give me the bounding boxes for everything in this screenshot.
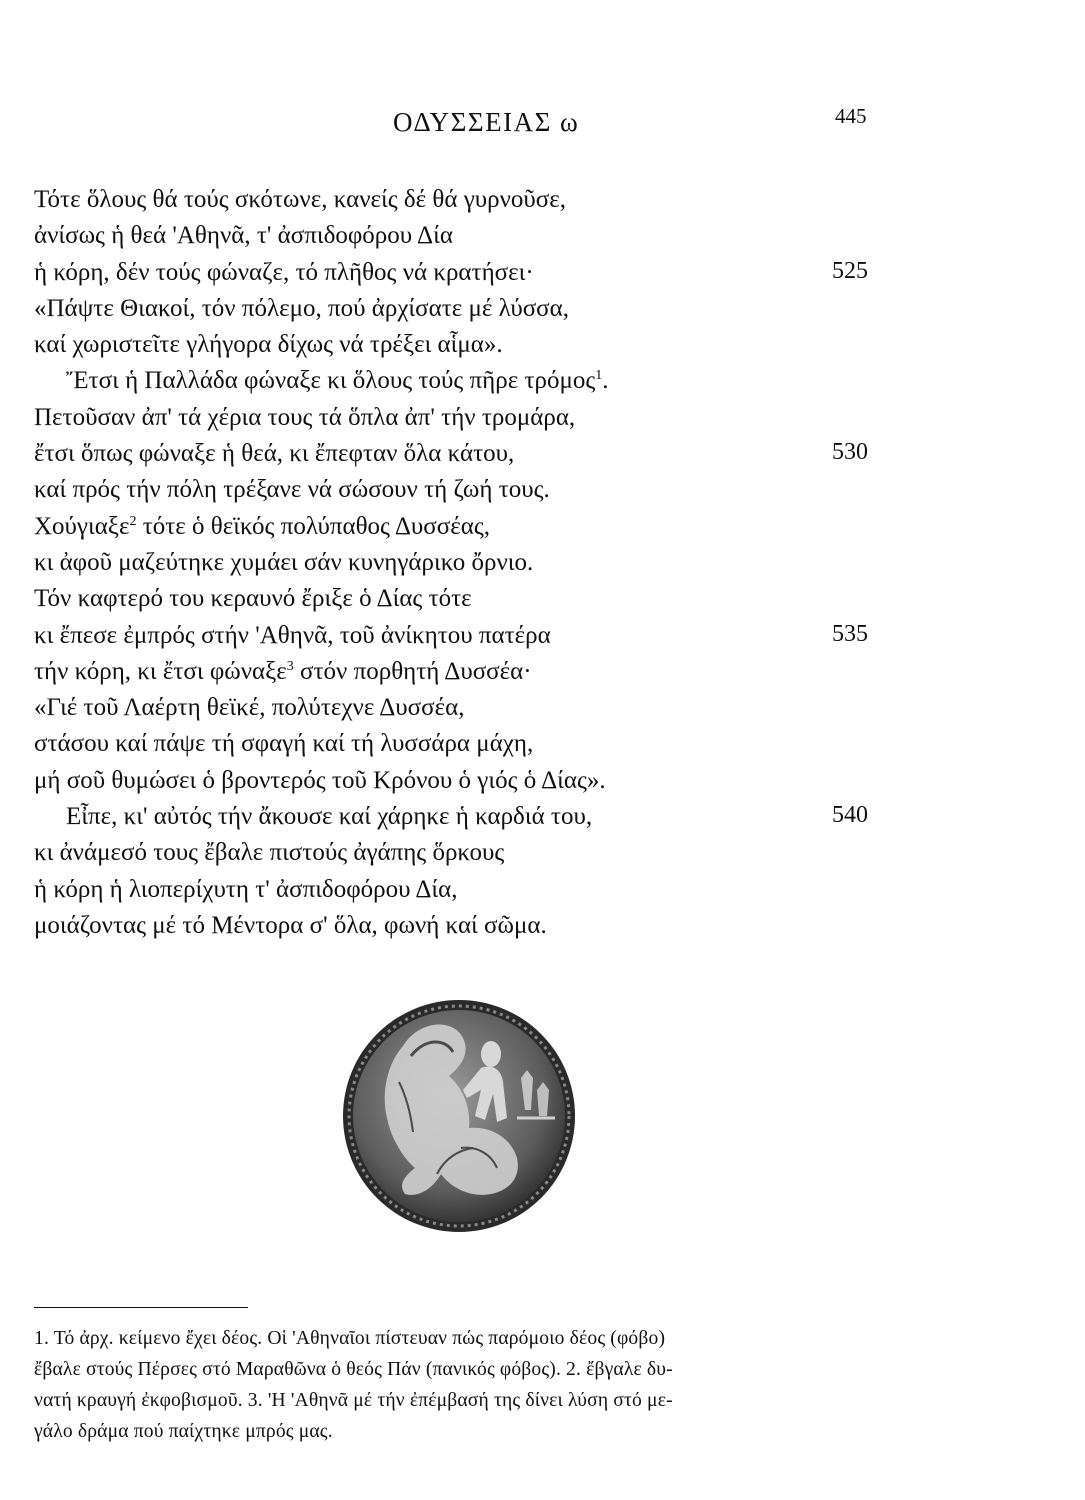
poem-line-text <box>34 331 503 358</box>
verse-line-number: 535 <box>832 620 868 647</box>
poem-line-main: κι ἀνάμεσό τους ἔβαλε πιστούς ἀγάπης ὅρκους <box>34 839 505 867</box>
poem-line-main: Τότε ὅλους θά τούς σκότωνε, κανείς δέ θά γυρνοῦσε, <box>34 186 567 213</box>
footnote-line: ἔβαλε στούς Πέρσες στό Μαραθῶνα ὁ θεός Πάν (πανικός φόβος). 2. ἔβγαλε δυ- <box>34 1359 673 1380</box>
poem-line-main: μή σοῦ θυμώσει ὁ βροντερός τοῦ Κρόνου ὁ γιός ὁ Δίας». <box>34 766 606 794</box>
poem-line <box>34 472 1044 508</box>
poem-line-main: Πετοῦσαν ἀπ' τά χέρια τους τά ὅπλα ἀπ' τήν τρομάρα, <box>34 403 576 431</box>
poem <box>34 182 1044 944</box>
poem-line-main: ἡ κόρη, δέν τούς φώναζε, τό πλῆθος νά κρατήσει· <box>34 258 534 286</box>
footnote-marker: 3 <box>286 658 294 674</box>
running-title: ΟΔΥΣΣΕΙΑΣ ω <box>393 107 580 137</box>
poem-line-text <box>34 295 569 322</box>
verse-line-number: 540 <box>832 802 868 829</box>
poem-line <box>34 726 1044 762</box>
poem-line-text <box>34 549 533 576</box>
poem-line <box>34 799 1044 835</box>
poem-line-main: «Γιέ τοῦ Λαέρτη θεϊκέ, πολύτεχνε Δυσσέα, <box>34 694 465 722</box>
poem-line-text <box>34 912 547 939</box>
poem-line-main: «Πάψτε Θιακοί, τόν πόλεμο, πού ἀρχίσατε μέ λύσσα, <box>34 294 570 322</box>
footnote-marker: 1 <box>595 368 603 384</box>
footnote-line: γάλο δράμα πού παίχτηκε μπρός μας. <box>34 1421 333 1442</box>
verse-line-number: 530 <box>832 439 868 466</box>
poem-line <box>34 218 1044 254</box>
poem-line-text <box>34 839 504 866</box>
footnote-separator <box>34 1307 248 1308</box>
poem-line <box>34 872 1044 908</box>
poem-line-main: στάσου καί πάψε τή σφαγή καί τή λυσσάρα μάχη, <box>34 730 534 758</box>
poem-line-main: κι ἀφοῦ μαζεύτηκε χυμάει σάν κυνηγάρικο ὄρνιο. <box>34 548 534 576</box>
poem-line-text <box>34 876 458 903</box>
footnote-line: νατή κραυγή ἐκφοβισμοῦ. 3. 'Η 'Αθηνᾶ μέ τήν ἐπέμβασή της δίνει λύση στό με- <box>34 1390 673 1411</box>
poem-line-text <box>34 622 551 649</box>
poem-line-text <box>34 186 566 213</box>
verse-line-number: 525 <box>832 257 868 284</box>
poem-line <box>34 908 1044 944</box>
poem-line <box>34 763 1044 799</box>
poem-line-main: ἔτσι ὅπως φώναξε ἡ θεά, κι ἔπεφταν ὅλα κάτου, <box>34 440 515 468</box>
poem-line <box>34 581 1044 617</box>
poem-line-text <box>34 513 490 540</box>
poem-line-continuation: . <box>602 367 609 395</box>
poem-line-text <box>34 658 532 685</box>
page-number: 445 <box>835 104 867 128</box>
poem-line-text <box>34 767 606 794</box>
poem-line <box>34 400 1044 436</box>
footnotes <box>34 1323 889 1447</box>
poem-line <box>34 545 1044 581</box>
poem-line <box>34 363 1044 399</box>
poem-line-text <box>34 730 533 757</box>
poem-line-text <box>34 367 609 394</box>
poem-line-text <box>34 694 464 721</box>
poem-line-main: ἀνίσως ἡ θεά 'Αθηνᾶ, τ' ἀσπιδοφόρου Δία <box>34 222 453 250</box>
poem-line <box>34 255 1044 291</box>
poem-line-continuation: στόν πορθητή Δυσσέα· <box>293 657 532 685</box>
poem-line-text <box>34 585 472 612</box>
poem-line-main: καί πρός τήν πόλη τρέξανε νά σώσουν τή ζωή τους. <box>34 476 550 504</box>
poem-line <box>34 690 1044 726</box>
poem-line-main: κι ἔπεσε ἐμπρός στήν 'Αθηνᾶ, τοῦ ἀνίκητου πατέρα <box>34 621 551 649</box>
poem-line <box>34 436 1044 472</box>
footnote-line: 1. Τό ἀρχ. κείμενο ἔχει δέος. Οἱ 'Αθηναῖοι πίστευαν πώς παρόμοιο δέος (φόβο) <box>34 1328 666 1349</box>
poem-line-main: καί χωριστεῖτε γλήγορα δίχως νά τρέξει αἷμα». <box>34 331 503 359</box>
poem-line <box>34 618 1044 654</box>
poem-line-main: τήν κόρη, κι ἔτσι φώναξε <box>34 657 287 685</box>
poem-line-text <box>34 476 550 503</box>
poem-line-text <box>34 259 534 286</box>
poem-line-text <box>34 803 592 830</box>
poem-line-text <box>34 222 453 249</box>
poem-line <box>34 654 1044 690</box>
poem-line-main: Χούγιαξε <box>34 512 130 540</box>
poem-line-main: Εἶπε, κι' αὐτός τήν ἄκουσε καί χάρηκε ἡ καρδιά του, <box>66 803 593 831</box>
ancient-coin-lion-figure-icon <box>341 998 578 1235</box>
poem-line-main: ἡ κόρη ἡ λιοπερίχυτη τ' ἀσπιδοφόρου Δία, <box>34 875 458 903</box>
poem-line <box>34 182 1044 218</box>
poem-line <box>34 509 1044 545</box>
poem-line <box>34 327 1044 363</box>
poem-line-text <box>34 440 514 467</box>
poem-line-main: μοιάζοντας μέ τό Μέντορα σ' ὅλα, φωνή καί σῶμα. <box>34 911 547 939</box>
poem-line <box>34 835 1044 871</box>
poem-line-text <box>34 404 575 431</box>
poem-line-continuation: τότε ὁ θεϊκός πολύπαθος Δυσσέας, <box>136 512 490 540</box>
poem-line-main: Ἔτσι ἡ Παλλάδα φώναξε κι ὅλους τούς πῆρε τρόμος <box>66 367 596 395</box>
poem-line <box>34 291 1044 327</box>
footnote-marker: 2 <box>129 513 137 529</box>
poem-line-main: Τόν καφτερό του κεραυνό ἔριξε ὁ Δίας τότε <box>34 585 472 613</box>
